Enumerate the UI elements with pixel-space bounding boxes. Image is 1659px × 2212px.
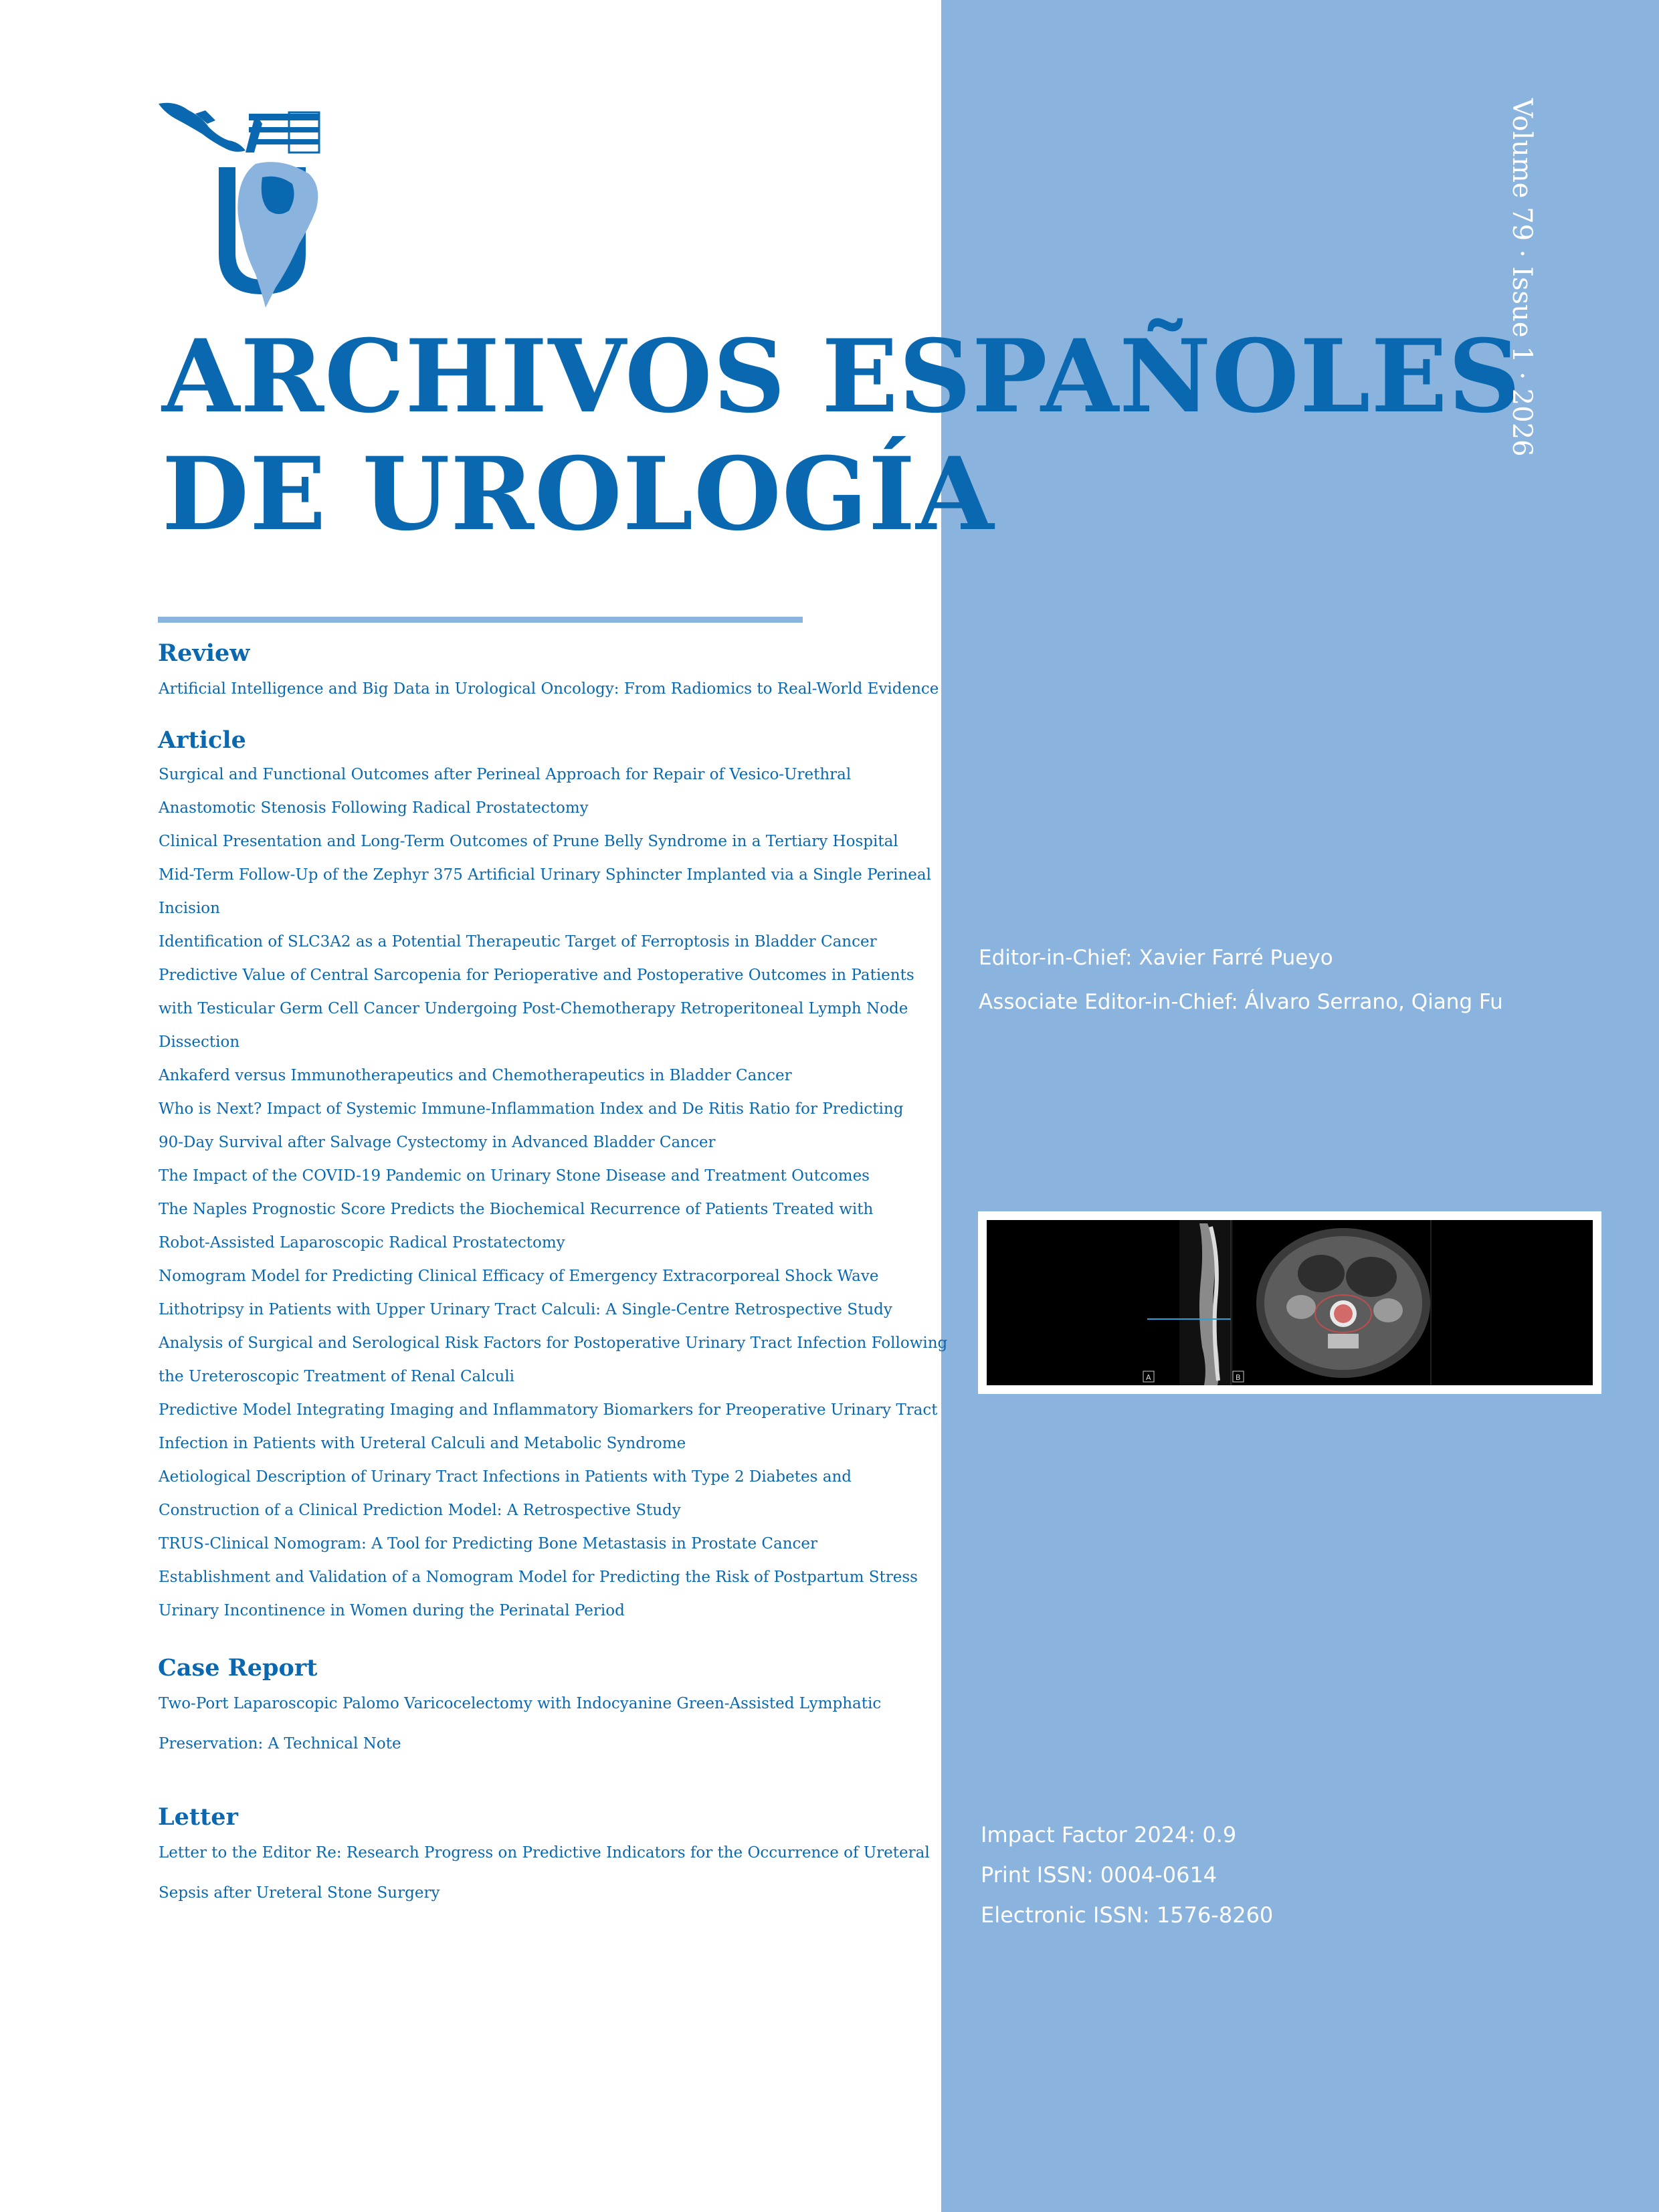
toc-line: The Naples Prognostic Score Predicts the Biochemical Recurrence of Patients Treated with xyxy=(159,1201,874,1218)
toc-line: Urinary Incontinence in Women during the Perinatal Period xyxy=(159,1602,625,1619)
cover-figure xyxy=(978,1211,1601,1394)
section-heading-review: Review xyxy=(158,639,250,667)
toc-line: The Impact of the COVID-19 Pandemic on Urinary Stone Disease and Treatment Outcomes xyxy=(159,1167,870,1185)
journal-title xyxy=(162,318,1521,553)
toc-line: Who is Next? Impact of Systemic Immune-Inflammation Index and De Ritis Ratio for Predicting xyxy=(159,1100,904,1118)
toc-line: Preservation: A Technical Note xyxy=(159,1735,401,1752)
toc-line: Establishment and Validation of a Nomogram Model for Predicting the Risk of Postpartum Stress xyxy=(159,1569,918,1586)
figure-label-b: B xyxy=(1236,1373,1241,1382)
toc-line: Predictive Value of Central Sarcopenia for Perioperative and Postoperative Outcomes in Patients xyxy=(159,967,914,984)
toc-line: Surgical and Functional Outcomes after Perineal Approach for Repair of Vesico-Urethral xyxy=(159,766,852,783)
journal-title-line2: DE UROLOGÍA xyxy=(162,435,995,553)
toc-line: Predictive Model Integrating Imaging and Inflammatory Biomarkers for Preoperative Urinary Tract xyxy=(159,1401,938,1419)
ct-image xyxy=(987,1220,1593,1385)
title-divider xyxy=(158,617,803,623)
section-heading-letter: Letter xyxy=(158,1803,238,1831)
electronic-issn: Electronic ISSN: 1576-8260 xyxy=(981,1902,1274,1928)
journal-title-line1: ARCHIVOS ESPAÑOLES xyxy=(162,318,1522,435)
toc-line: Infection in Patients with Ureteral Calculi and Metabolic Syndrome xyxy=(159,1435,686,1452)
toc-line: Mid-Term Follow-Up of the Zephyr 375 Artificial Urinary Sphincter Implanted via a Single Perineal xyxy=(159,866,931,884)
toc-line: Construction of a Clinical Prediction Model: A Retrospective Study xyxy=(159,1502,681,1519)
toc-line: Artificial Intelligence and Big Data in Urological Oncology: From Radiomics to Real-World Evidence xyxy=(159,680,939,698)
section-heading-article: Article xyxy=(158,726,246,754)
section-heading-case-report: Case Report xyxy=(158,1654,318,1682)
figure-label-a: A xyxy=(1146,1373,1151,1382)
impact-factor: Impact Factor 2024: 0.9 xyxy=(981,1822,1237,1847)
toc-line: Dissection xyxy=(159,1033,240,1051)
toc-line: with Testicular Germ Cell Cancer Undergoing Post-Chemotherapy Retroperitoneal Lymph Node xyxy=(159,1000,908,1017)
toc-line: TRUS-Clinical Nomogram: A Tool for Predicting Bone Metastasis in Prostate Cancer xyxy=(159,1535,818,1552)
toc-line: Anastomotic Stenosis Following Radical Prostatectomy xyxy=(159,799,589,817)
associate-editor-in-chief: Associate Editor-in-Chief: Álvaro Serrano, Qiang Fu xyxy=(979,990,1503,1014)
toc-line: Robot-Assisted Laparoscopic Radical Prostatectomy xyxy=(159,1234,565,1251)
journal-logo-icon xyxy=(155,100,349,311)
toc-line: Identification of SLC3A2 as a Potential Therapeutic Target of Ferroptosis in Bladder Cancer xyxy=(159,933,877,950)
toc-line: 90-Day Survival after Salvage Cystectomy in Advanced Bladder Cancer xyxy=(159,1134,716,1151)
print-issn: Print ISSN: 0004-0614 xyxy=(981,1862,1217,1888)
toc-line: the Ureteroscopic Treatment of Renal Calculi xyxy=(159,1368,515,1385)
editor-in-chief: Editor-in-Chief: Xavier Farré Pueyo xyxy=(979,946,1333,970)
toc-line: Letter to the Editor Re: Research Progress on Predictive Indicators for the Occurrence of Ureteral xyxy=(159,1844,930,1862)
toc-line: Analysis of Surgical and Serological Risk Factors for Postoperative Urinary Tract Infection Following xyxy=(159,1334,948,1352)
ct-scan-icon xyxy=(987,1220,1593,1385)
toc-line: Sepsis after Ureteral Stone Surgery xyxy=(159,1884,440,1902)
toc-line: Two-Port Laparoscopic Palomo Varicocelectomy with Indocyanine Green-Assisted Lymphatic xyxy=(159,1695,882,1712)
toc-line: Aetiological Description of Urinary Tract Infections in Patients with Type 2 Diabetes and xyxy=(159,1468,852,1486)
volume-issue: Volume 79 · Issue 1 · 2026 xyxy=(1506,98,1537,457)
toc-line: Clinical Presentation and Long-Term Outcomes of Prune Belly Syndrome in a Tertiary Hospital xyxy=(159,833,898,850)
toc-line: Lithotripsy in Patients with Upper Urinary Tract Calculi: A Single-Centre Retrospective Study xyxy=(159,1301,892,1318)
toc-line: Incision xyxy=(159,900,220,917)
toc-line: Ankaferd versus Immunotherapeutics and Chemotherapeutics in Bladder Cancer xyxy=(159,1067,792,1084)
toc-line: Nomogram Model for Predicting Clinical Efficacy of Emergency Extracorporeal Shock Wave xyxy=(159,1268,879,1285)
